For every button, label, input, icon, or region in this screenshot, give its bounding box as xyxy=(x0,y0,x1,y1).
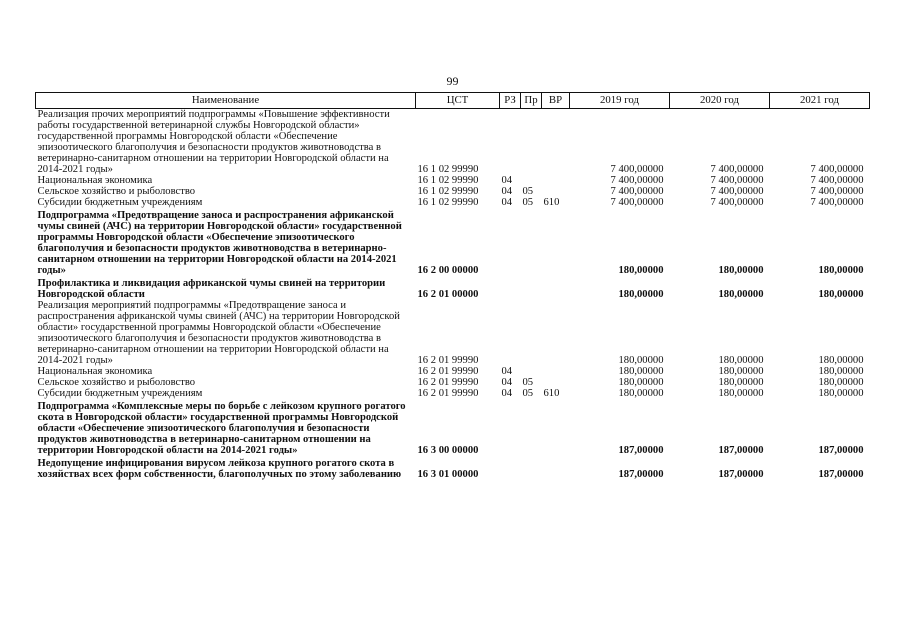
col-header-rz: РЗ xyxy=(500,93,521,109)
row-value-2021: 180,00000 xyxy=(818,388,864,399)
row-vr xyxy=(542,276,570,300)
row-value-2020: 7 400,00000 xyxy=(710,175,764,186)
row-pr: 05 xyxy=(522,197,534,208)
row-cst: 16 1 02 99990 xyxy=(417,186,479,197)
row-vr xyxy=(542,377,570,388)
row-pr xyxy=(521,456,542,480)
row-value-2019: 187,00000 xyxy=(618,445,664,456)
table-row xyxy=(36,388,870,399)
table-row xyxy=(36,456,870,480)
row-rz xyxy=(500,276,521,300)
row-name: Субсидии бюджетным учреждениям xyxy=(37,197,203,208)
row-vr xyxy=(542,399,570,456)
row-value-2020: 7 400,00000 xyxy=(710,164,764,175)
row-pr: 05 xyxy=(522,377,534,388)
table-row xyxy=(36,186,870,197)
row-value-2021: 7 400,00000 xyxy=(810,197,864,208)
row-value-2021: 7 400,00000 xyxy=(810,186,864,197)
row-value-2020: 180,00000 xyxy=(718,289,764,300)
row-vr xyxy=(542,186,570,197)
row-value-2021: 180,00000 xyxy=(818,265,864,276)
row-rz: 04 xyxy=(501,366,513,377)
row-name: Национальная экономика xyxy=(37,175,153,186)
table-row xyxy=(36,197,870,208)
table-row xyxy=(36,208,870,276)
row-name: Реализация прочих мероприятий подпрограммы «Повышение эффективности работы государственной ветеринарной службы Новгородской области» государственной программы Новгородской области «Обеспечение эпизоотического благополучия и безопасности продуктов животноводства в ветеринарно-санитарном отношении на территории Новгородской области на 2014-2021 годы» xyxy=(37,109,390,175)
row-vr xyxy=(542,175,570,186)
table-row xyxy=(36,399,870,456)
row-pr: 05 xyxy=(522,186,534,197)
row-value-2019: 180,00000 xyxy=(618,289,664,300)
row-value-2020: 180,00000 xyxy=(718,355,764,366)
col-header-2019: 2019 год xyxy=(570,93,670,109)
row-cst: 16 3 01 00000 xyxy=(417,469,479,480)
row-value-2019: 180,00000 xyxy=(618,377,664,388)
table-row xyxy=(36,366,870,377)
row-cst: 16 1 02 99990 xyxy=(417,175,479,186)
row-vr: 610 xyxy=(543,197,560,208)
row-cst: 16 2 01 99990 xyxy=(417,377,479,388)
row-rz: 04 xyxy=(501,377,513,388)
row-rz: 04 xyxy=(501,197,513,208)
row-vr xyxy=(542,300,570,366)
row-value-2019: 7 400,00000 xyxy=(610,197,664,208)
row-value-2019: 7 400,00000 xyxy=(610,186,664,197)
row-vr xyxy=(542,208,570,276)
row-pr xyxy=(521,276,542,300)
col-header-name: Наименование xyxy=(36,93,416,109)
row-rz xyxy=(500,399,521,456)
row-rz: 04 xyxy=(501,186,513,197)
row-cst: 16 1 02 99990 xyxy=(417,197,479,208)
row-name: Недопущение инфицирования вирусом лейкоза крупного рогатого скота в хозяйствах всех форм собственности, благополучных по этому заболеванию xyxy=(37,458,402,480)
row-value-2020: 7 400,00000 xyxy=(710,186,764,197)
row-rz xyxy=(500,208,521,276)
table-body xyxy=(36,109,870,481)
row-value-2021: 7 400,00000 xyxy=(810,175,864,186)
table-row xyxy=(36,175,870,186)
row-value-2021: 180,00000 xyxy=(818,355,864,366)
row-cst: 16 2 01 99990 xyxy=(417,366,479,377)
row-rz xyxy=(500,109,521,176)
row-pr xyxy=(521,366,542,377)
row-pr xyxy=(521,399,542,456)
row-value-2020: 180,00000 xyxy=(718,265,764,276)
table-row xyxy=(36,109,870,176)
col-header-vr: ВР xyxy=(542,93,570,109)
row-rz xyxy=(500,456,521,480)
row-value-2021: 7 400,00000 xyxy=(810,164,864,175)
col-header-cst: ЦСТ xyxy=(416,93,500,109)
row-cst: 16 2 01 99990 xyxy=(417,355,479,366)
row-value-2021: 180,00000 xyxy=(818,366,864,377)
row-pr xyxy=(521,175,542,186)
row-name: Сельское хозяйство и рыболовство xyxy=(37,377,196,388)
row-name: Подпрограмма «Предотвращение заноса и распространения африканской чумы свиней (АЧС) на территории Новгородской области» государственной программы Новгородской области «Обеспечение эпизоотического благополучия и безопасности продуктов животноводства в ветеринарно-санитарном отношении на территории Новгородской области на 2014-2021 годы» xyxy=(37,210,402,276)
row-value-2019: 180,00000 xyxy=(618,355,664,366)
row-vr xyxy=(542,456,570,480)
row-value-2019: 180,00000 xyxy=(618,388,664,399)
col-header-2021: 2021 год xyxy=(770,93,870,109)
row-name: Субсидии бюджетным учреждениям xyxy=(37,388,203,399)
row-value-2021: 180,00000 xyxy=(818,377,864,388)
row-pr xyxy=(521,300,542,366)
row-cst: 16 3 00 00000 xyxy=(417,445,479,456)
row-cst: 16 2 01 99990 xyxy=(417,388,479,399)
row-value-2019: 7 400,00000 xyxy=(610,175,664,186)
row-pr xyxy=(521,208,542,276)
row-value-2020: 187,00000 xyxy=(718,469,764,480)
row-rz xyxy=(500,300,521,366)
table-row xyxy=(36,377,870,388)
row-value-2019: 180,00000 xyxy=(618,265,664,276)
row-value-2021: 187,00000 xyxy=(818,445,864,456)
table-header-row xyxy=(36,93,870,109)
col-header-pr: Пр xyxy=(521,93,542,109)
row-name: Подпрограмма «Комплексные меры по борьбе с лейкозом крупного рогатого скота в Новгородской области» государственной программы Новгородской области «Обеспечение эпизоотического благополучия и безопасности продуктов животноводства в ветеринарно-санитарном отношении на территории Новгородской области на 2014-2021 годы» xyxy=(37,401,406,456)
col-header-2020: 2020 год xyxy=(670,93,770,109)
row-cst: 16 1 02 99990 xyxy=(417,164,479,175)
budget-table xyxy=(35,92,870,480)
row-name: Национальная экономика xyxy=(37,366,153,377)
row-value-2021: 180,00000 xyxy=(818,289,864,300)
row-value-2020: 180,00000 xyxy=(718,388,764,399)
row-value-2020: 7 400,00000 xyxy=(710,197,764,208)
table-row xyxy=(36,300,870,366)
row-pr: 05 xyxy=(522,388,534,399)
table-row xyxy=(36,276,870,300)
row-rz: 04 xyxy=(501,388,513,399)
row-name: Реализация мероприятий подпрограммы «Предотвращение заноса и распространения африканской чумы свиней (АЧС) на территории Новгородской области» государственной программы Новгородской области «Обеспечение эпизоотического благополучия и безопасности продуктов животноводства в ветеринарно-санитарном отношении на территории Новгородской области на 2014-2021 годы» xyxy=(37,300,400,366)
row-cst: 16 2 00 00000 xyxy=(417,265,479,276)
row-name: Сельское хозяйство и рыболовство xyxy=(37,186,196,197)
row-pr xyxy=(521,109,542,176)
row-value-2019: 187,00000 xyxy=(618,469,664,480)
row-value-2021: 187,00000 xyxy=(818,469,864,480)
row-value-2019: 7 400,00000 xyxy=(610,164,664,175)
page-number: 99 xyxy=(446,74,459,88)
row-value-2020: 180,00000 xyxy=(718,377,764,388)
row-vr: 610 xyxy=(543,388,560,399)
row-cst: 16 2 01 00000 xyxy=(417,289,479,300)
row-value-2020: 180,00000 xyxy=(718,366,764,377)
row-rz: 04 xyxy=(501,175,513,186)
row-value-2019: 180,00000 xyxy=(618,366,664,377)
row-name: Профилактика и ликвидация африканской чумы свиней на территории Новгородской области xyxy=(37,278,386,300)
row-value-2020: 187,00000 xyxy=(718,445,764,456)
row-vr xyxy=(542,366,570,377)
row-vr xyxy=(542,109,570,176)
